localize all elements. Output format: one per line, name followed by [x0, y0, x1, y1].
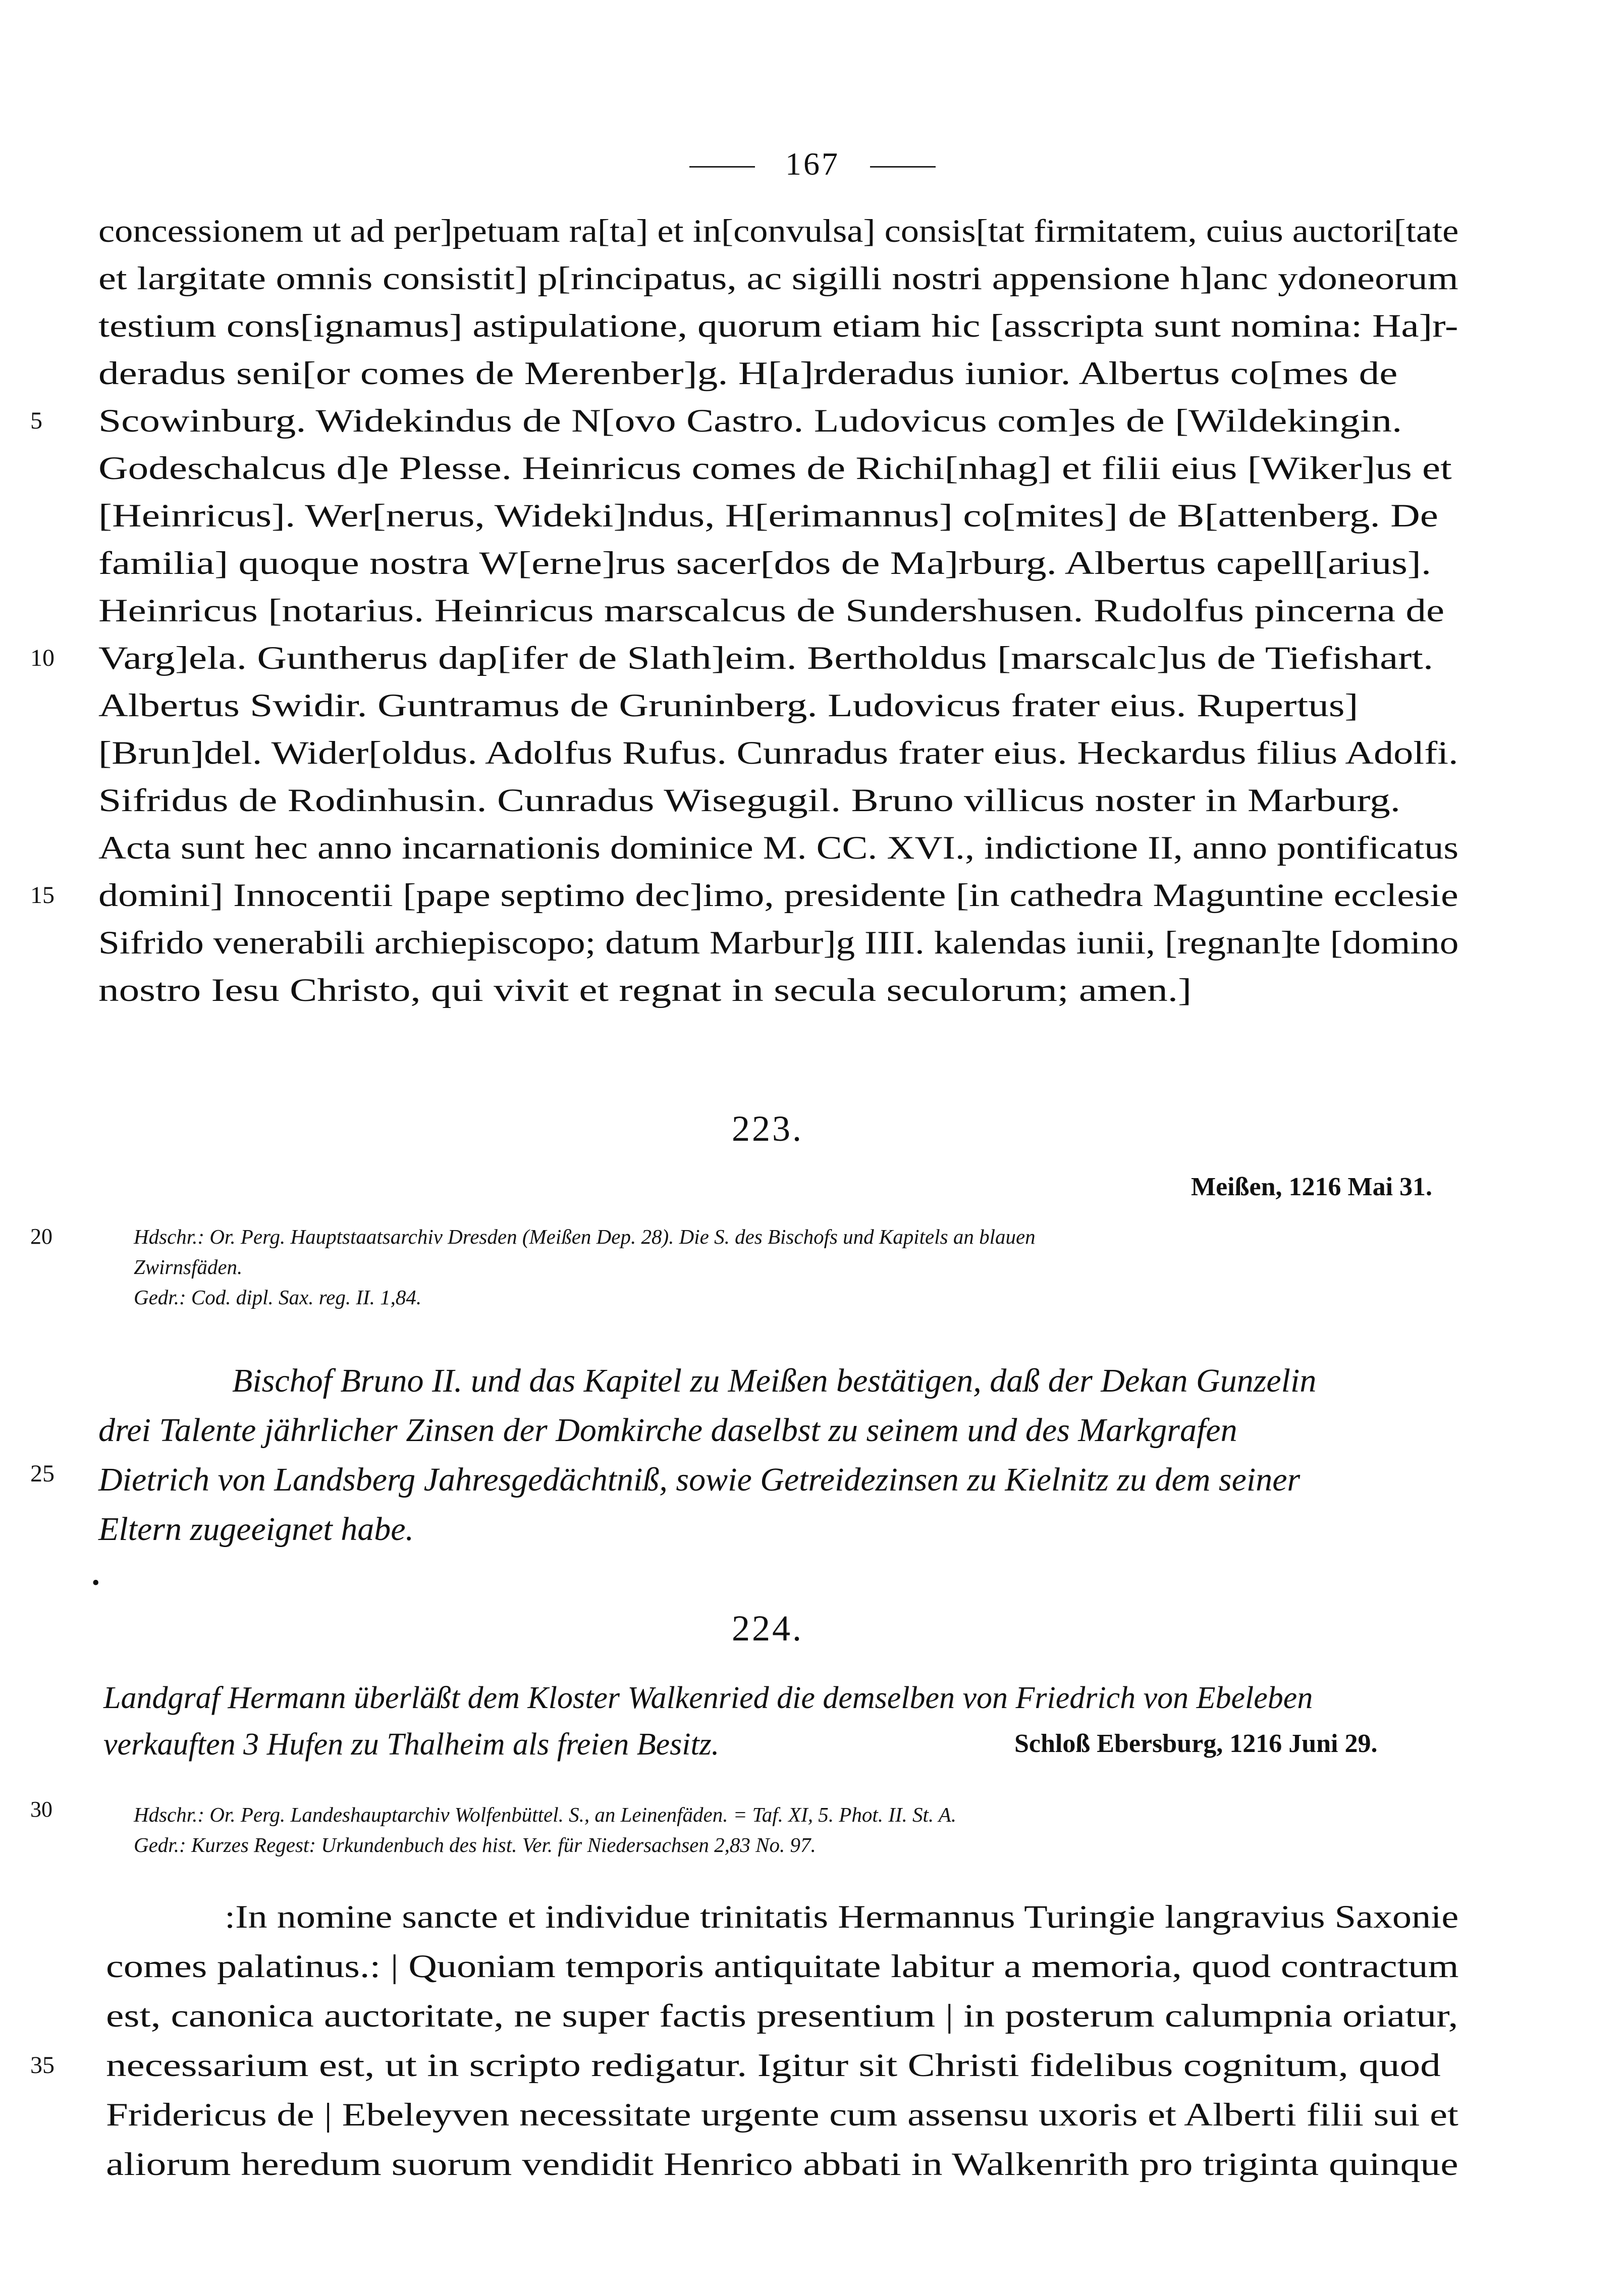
- charter-line: Acta sunt hec anno incarnationis dominice M. CC. XVI., indictione II, anno pontificatus: [98, 830, 1459, 866]
- charter-line: [Brun]del. Wider[oldus. Adolfus Rufus. Cunradus frater eius. Heckardus filius Adolfi.: [98, 735, 1458, 771]
- manuscript-note-223: Hdschr.: Or. Perg. Hauptstaatsarchiv Dresden (Meißen Dep. 28). Die S. des Bischofs und Kapitels an blauen: [134, 1225, 1036, 1248]
- charter-line: testium cons[ignamus] astipulatione, quorum etiam hic [asscripta sunt nomina: Ha]r-: [98, 308, 1458, 344]
- summary-line-223: Bischof Bruno II. und das Kapitel zu Meißen bestätigen, daß der Dekan Gunzelin: [232, 1362, 1317, 1399]
- charter-line-224: comes palatinus.: | Quoniam temporis antiquitate labitur a memoria, quod contractum: [106, 1948, 1459, 1985]
- charter-line: domini] Innocentii [pape septimo dec]imo, presidente [in cathedra Maguntine ecclesie: [98, 877, 1458, 914]
- header-rule-right: [870, 166, 936, 168]
- charter-line-224: est, canonica auctoritate, ne super factis presentium | in posterum calumpnia oriatur,: [106, 1998, 1458, 2034]
- print-note-224: Gedr.: Kurzes Regest: Urkundenbuch des hist. Ver. für Niedersachsen 2,83 No. 97.: [134, 1833, 816, 1856]
- charter-line: Heinricus [notarius. Heinricus marscalcus de Sundershusen. Rudolfus pincerna de: [98, 593, 1445, 629]
- line-number: 35: [30, 2052, 55, 2079]
- charter-line: familia] quoque nostra W[erne]rus sacer[dos de Ma]rburg. Albertus capell[arius].: [98, 545, 1432, 581]
- charter-line: Godeschalcus d]e Plesse. Heinricus comes de Richi[nhag] et filii eius [Wiker]us et: [98, 450, 1452, 487]
- manuscript-note-223: Zwirnsfäden.: [134, 1255, 243, 1279]
- line-number: 30: [30, 1797, 52, 1822]
- line-number: 10: [30, 645, 55, 671]
- charter-line: [Heinricus]. Wer[nerus, Wideki]ndus, H[erimannus] co[mites] de B[attenberg. De: [98, 498, 1438, 534]
- summary-line-223: Eltern zugeeignet habe.: [98, 1511, 414, 1548]
- charter-line: deradus seni[or comes de Merenber]g. H[a]rderadus iunior. Albertus co[mes de: [98, 355, 1398, 392]
- charter-line: Varg]ela. Guntherus dap[ifer de Slath]eim. Bertholdus [marscalc]us de Tiefishart.: [98, 640, 1434, 676]
- header-rule-left: [689, 166, 755, 168]
- summary-line-223: drei Talente jährlicher Zinsen der Domkirche daselbst zu seinem und des Markgrafen: [98, 1412, 1237, 1449]
- line-number: 20: [30, 1224, 52, 1249]
- summary-line-224: Landgraf Hermann überläßt dem Kloster Walkenried die demselben von Friedrich von Ebeleben: [103, 1681, 1313, 1715]
- charter-line: Sifridus de Rodinhusin. Cunradus Wisegugil. Bruno villicus noster in Marburg.: [98, 782, 1401, 819]
- charter-line: et largitate omnis consistit] p[rincipatus, ac sigilli nostri appensione h]anc ydoneorum: [98, 260, 1458, 297]
- charter-line: Scowinburg. Widekindus de N[ovo Castro. Ludovicus com]es de [Wildekingin.: [98, 403, 1402, 439]
- print-note-223: Gedr.: Cod. dipl. Sax. reg. II. 1,84.: [134, 1286, 422, 1309]
- charter-line: nostro Iesu Christo, qui vivit et regnat in secula seculorum; amen.]: [98, 972, 1192, 1008]
- line-number: 15: [30, 882, 55, 909]
- stray-mark: •: [92, 1570, 100, 1595]
- summary-line-223: Dietrich von Landsberg Jahresgedächtniß, sowie Getreidezinsen zu Kielnitz zu dem seiner: [98, 1461, 1301, 1498]
- charter-line-224: :In nomine sancte et individue trinitatis Hermannus Turingie langravius Saxonie: [225, 1899, 1459, 1935]
- dateline-223: Meißen, 1216 Mai 31.: [1191, 1173, 1433, 1201]
- summary-line-224: verkauften 3 Hufen zu Thalheim als freien Besitz.: [103, 1727, 720, 1762]
- page-header: [646, 144, 979, 184]
- charter-line-224: Fridericus de | Ebeleyven necessitate urgente cum assensu uxoris et Alberti filii sui et: [106, 2097, 1458, 2133]
- line-number: 25: [30, 1460, 55, 1487]
- charter-line: concessionem ut ad per]petuam ra[ta] et in[convulsa] consis[tat firmitatem, cuius auctori[tate: [98, 213, 1459, 249]
- dateline-224: Schloß Ebersburg, 1216 Juni 29.: [1014, 1729, 1378, 1758]
- charter-line-224: necessarium est, ut in scripto redigatur. Igitur sit Christi fidelibus cognitum, quod: [106, 2047, 1441, 2084]
- charter-line: Sifrido venerabili archiepiscopo; datum Marbur]g IIII. kalendas iunii, [regnan]te [domino: [98, 925, 1459, 961]
- charter-line: Albertus Swidir. Guntramus de Gruninberg. Ludovicus frater eius. Rupertus]: [98, 687, 1359, 724]
- document-number-224: 224.: [732, 1608, 803, 1649]
- line-number: 5: [30, 407, 42, 434]
- page-number: 167: [785, 146, 840, 182]
- charter-line-224: aliorum heredum suorum vendidit Henrico abbati in Walkenrith pro triginta quinque: [106, 2146, 1458, 2183]
- document-number-223: 223.: [732, 1108, 803, 1149]
- manuscript-note-224: Hdschr.: Or. Perg. Landeshauptarchiv Wolfenbüttel. S., an Leinenfäden. = Taf. XI, 5. Phot. II. St. A.: [134, 1803, 956, 1826]
